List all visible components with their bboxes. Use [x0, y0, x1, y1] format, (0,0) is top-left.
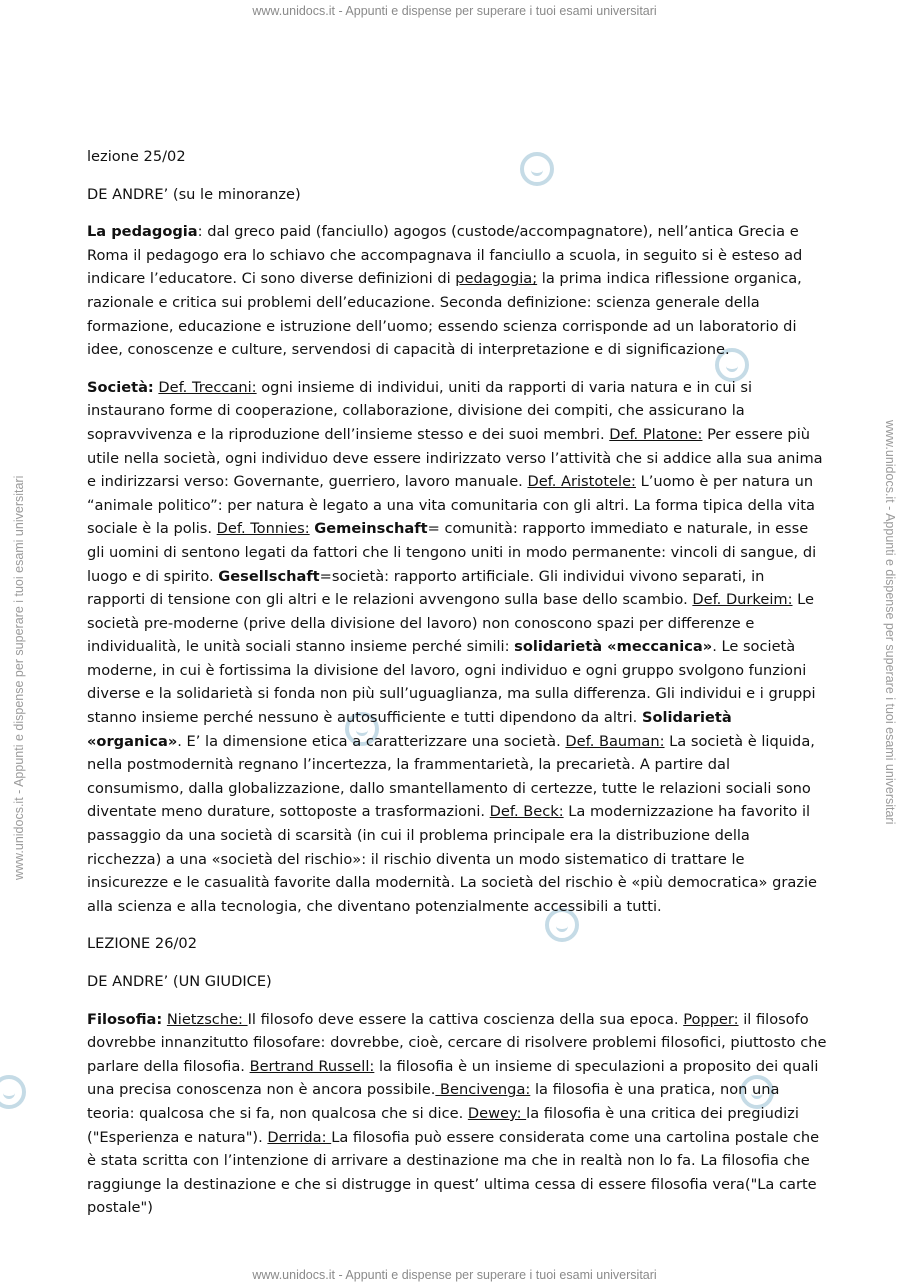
watermark-left: www.unidocs.it - Appunti e dispense per superare i tuoi esami universitari	[12, 475, 26, 880]
definition-label: Def. Durkeim:	[692, 591, 793, 609]
lesson-title: lezione 25/02	[87, 148, 186, 165]
underlined-term: pedagogia;	[455, 270, 538, 288]
paragraph-filosofia	[87, 1008, 827, 1220]
text: = comunità: rapporto immediato e naturale, in esse gli uomini di sentono legati da fattori che li tengono uniti in modo permanente: vincoli di sangue, di luogo e di spirito.	[87, 520, 817, 585]
definition-label: Def. Treccani:	[158, 378, 257, 396]
bold-term: Gesellschaft	[218, 567, 320, 585]
author-label: Derrida:	[267, 1128, 332, 1146]
text: Il filosofo deve essere la cattiva coscienza della sua epoca.	[247, 1010, 684, 1028]
text: la prima indica riflessione organica, razionale e critica sui problemi dell’educazione. Seconda definizione: scienza generale della formazione, educazione e istruzione dell’uomo; essendo scienza corrisponde ad un laboratorio di idee, conoscenze e culture, servendosi di capacità di interpretazione e di significazione.	[87, 270, 802, 359]
paragraph-societa	[87, 376, 827, 919]
term: Filosofia:	[87, 1010, 163, 1028]
text: La filosofia può essere considerata come una cartolina postale che è stata scritta con l’intenzione di arrivare a destinazione ma che in realtà non lo fa. La filosofia che raggiunge la destinazione e che si distrugge in quest’ ultima cessa di essere filosofia vera("La carte postale")	[87, 1128, 820, 1217]
text: La società è liquida, nella postmodernità regnano l’incertezza, la frammentarietà, la precarietà. A partire dal consumismo, dalla globalizzazione, dallo smantellamento di certezze, tutte le relazioni sociali sono diventate meno durature, sottoposte a trasformazioni.	[87, 732, 815, 821]
text: . E’ la dimensione etica a caratterizzare una società.	[177, 732, 566, 750]
text: : dal greco paid (fanciullo) agogos (custode/accompagnatore), nell’antica Grecia e Roma il pedagogo era lo schiavo che accompagnava il fanciullo a scuola, in seguito si è esteso ad indicare l’educatore. Ci sono diverse definizioni di	[87, 223, 803, 288]
lesson-subtitle: DE ANDRE’ (su le minoranze)	[87, 185, 301, 203]
text: L’uomo è per natura un “animale politico”: per natura è legato a una vita comunitaria con gli altri. La forma tipica della vita sociale è la polis.	[87, 473, 815, 538]
watermark-right: www.unidocs.it - Appunti e dispense per superare i tuoi esami universitari	[883, 420, 897, 825]
text: la filosofia è una pratica, non una teoria: qualcosa che si fa, non qualcosa che si dice.	[87, 1081, 780, 1122]
bold-term: Solidarietà «organica»	[87, 709, 732, 750]
term: La pedagogia	[87, 223, 198, 241]
definition-label: Def. Tonnies:	[216, 520, 310, 538]
watermark-bottom: www.unidocs.it - Appunti e dispense per superare i tuoi esami universitari	[252, 1268, 657, 1282]
text: Le società pre-moderne (prive della divisione del lavoro) non conoscono spazi per differenze e individualità, le unità sociali stanno insieme perché simili:	[87, 591, 815, 656]
document-body	[87, 145, 827, 1234]
text: la filosofia è una critica dei pregiudizi ("Esperienza e natura").	[87, 1104, 799, 1146]
definition-label: Def. Beck:	[489, 803, 564, 821]
author-label: Dewey:	[467, 1104, 527, 1122]
definition-label: Def. Platone:	[609, 425, 703, 443]
author-label: Nietzsche:	[166, 1010, 248, 1028]
lesson-subtitle: DE ANDRE’ (UN GIUDICE)	[87, 973, 272, 990]
text: il filosofo dovrebbe innanzitutto filosofare: dovrebbe, cioè, cercare di risolvere problemi filosofici, piuttosto che parlare della filosofia.	[87, 1010, 827, 1075]
definition-label: Def. Aristotele:	[527, 473, 636, 491]
term: Società:	[87, 378, 154, 396]
paragraph-pedagogia	[87, 220, 827, 362]
author-label: Bertrand Russell:	[249, 1057, 375, 1075]
text: =società: rapporto artificiale. Gli individui vivono separati, in rapporti di tensione con gli altri e le relazioni avvengono sulla base dello scambio.	[87, 567, 765, 609]
bold-term: Gemeinschaft	[314, 520, 428, 538]
bold-term: solidarietà «meccanica»	[514, 638, 713, 656]
text: Per essere più utile nella società, ogni individuo deve essere indirizzato verso l’attività che si addice alla sua anima e indirizzarsi verso: Governante, guerriero, lavoro manuale.	[87, 425, 823, 491]
text: La modernizzazione ha favorito il passaggio da una società di scarsità (in cui il problema principale era la distribuzione della ricchezza) a una «società del rischio»: il rischio diventa un modo sistematico di trattare le insicurezze e le casualità favorite dalla modernità. La società del rischio è «più democratica» grazie alla scienza e alla tecnologia, che diventano potenzialmente accessibili a tutti.	[87, 803, 818, 915]
unidocs-logo-icon	[0, 1075, 26, 1109]
text: . Le società moderne, in cui è fortissima la divisione del lavoro, ogni individuo e ogni gruppo svolgono funzioni diverse e la solidarietà si fonda non più sull’uguaglianza, ma sulla differenza. Gli individui e i gruppi stanno insieme perché nessuno è autosufficiente e tutti dipendono da altri.	[87, 638, 816, 727]
definition-label: Def. Bauman:	[565, 732, 665, 750]
author-label: Popper:	[683, 1010, 739, 1028]
lesson-title: LEZIONE 26/02	[87, 935, 197, 953]
author-label: Bencivenga:	[435, 1081, 531, 1099]
text: la filosofia è un insieme di speculazioni a proposito dei quali una precisa conoscenza non è ancora possibile.	[87, 1057, 819, 1099]
watermark-top: www.unidocs.it - Appunti e dispense per superare i tuoi esami universitari	[252, 4, 657, 18]
text: ogni insieme di individui, uniti da rapporti di varia natura e in cui si instaurano forme di cooperazione, collaborazione, divisione dei compiti, che assicurano la sopravvivenza e la riproduzione dell’insieme stesso e dei suoi membri.	[87, 378, 753, 443]
